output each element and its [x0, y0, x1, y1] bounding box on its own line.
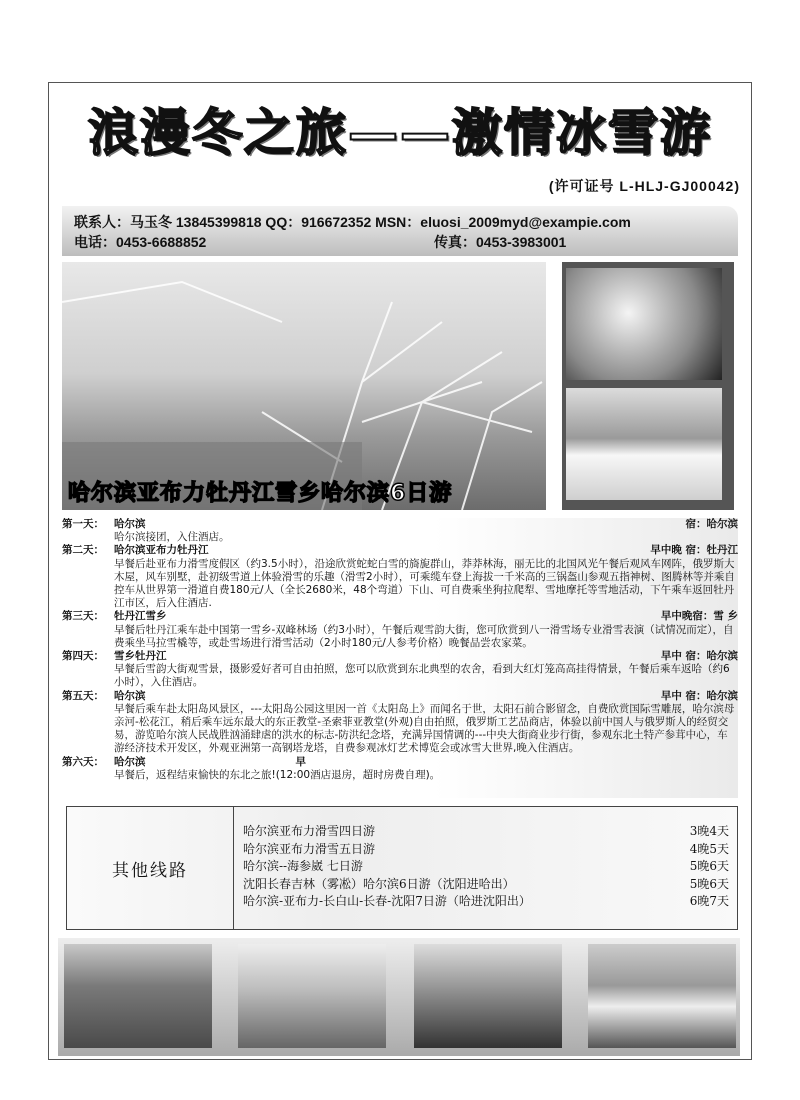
ice-sculpture-photo: [566, 268, 722, 380]
contact-row: 联系人：马玉冬 13845399818 QQ：916672352 MSN：eluosi_2009myd@exampie.com: [74, 214, 631, 230]
itinerary-day: 第一天： 哈尔滨 宿：哈尔滨 哈尔滨接团，入住酒店。: [62, 518, 738, 544]
other-routes-list: [243, 823, 729, 911]
frost-trees-illustration: [62, 262, 546, 510]
route-item: 哈尔滨亚布力滑雪五日游 4晚5天: [243, 841, 729, 856]
side-photos: [562, 262, 734, 510]
license-number: (许可证号 L-HLJ-GJ00042): [548, 178, 740, 194]
hotel-building-photo: [64, 944, 212, 1048]
contact-bar: [62, 206, 738, 256]
other-routes-box: [66, 806, 738, 930]
route-item: 哈尔滨-亚布力-长白山-长春-沈阳7日游（哈进沈阳出） 6晚7天: [243, 894, 729, 908]
itinerary-day: 第五天： 哈尔滨 早中 宿：哈尔滨 早餐后乘车赴太阳岛风景区，---太阳岛公园这里因一首《太阳岛上》而闻名于世，太阳石前合影留念，自费欣赏国际雪雕展，哈尔滨母亲河-松花江，稍后乘车远东最大的东正教堂-圣索菲亚教堂(外观)自由拍照，俄罗斯工艺品商店，体验以前中国人与俄罗斯人的经贸交易，游览哈尔滨人民战胜汹涌肆虐的洪水的标志-防洪纪念塔，充满异国情调的---中央大街商业步行街，参观东北土特产参茸中心，车游经济技术开发区，外观亚洲第一高钢塔龙塔，自费参观冰灯艺术博览会或冰雪大世界,晚入住酒店。: [62, 689, 738, 755]
river-city-photo: [588, 944, 736, 1048]
route-item: 沈阳长春吉林（雾凇）哈尔滨6日游（沈阳进哈出） 5晚6天: [243, 876, 729, 891]
itinerary-day: 第三天： 牡丹江雪乡 早中晚宿：雪 乡 早餐后牡丹江乘车赴中国第一雪乡-双峰林场（约3小时），午餐后观雪韵大街，您可欣赏到八一滑雪场专业滑雪表演（试情况而定），自费乘坐马拉雪橇等，或赴雪场进行滑雪活动（2小时180元/人参考价格）晚餐品尝农家菜。: [62, 610, 738, 649]
tour-banner: 哈尔滨亚布力牡丹江雪乡哈尔滨6日游: [68, 481, 453, 506]
fax-number: 传真：0453-3983001: [434, 234, 567, 250]
itinerary-day: 第四天： 雪乡牡丹江 早中 宿：哈尔滨 早餐后雪韵大街观雪景，摄影爱好者可自由拍照，您可以欣赏到东北典型的农舍，看到大红灯笼高高挂得情景，午餐后乘车返哈（约6小时），入住酒店。: [62, 650, 738, 689]
page-title: 浪漫冬之旅——激情冰雪游: [88, 103, 712, 162]
photo-strip: [58, 938, 740, 1056]
itinerary-day: 第六天： 哈尔滨 早 早餐后，返程结束愉快的东北之旅!(12:00酒店退房，超时房费自理)。: [62, 755, 441, 781]
divider: [233, 807, 234, 929]
street-photo: [414, 944, 562, 1048]
itinerary: [62, 518, 738, 798]
other-routes-label: 其他线路: [112, 860, 188, 881]
phone-number: 电话：0453-6688852: [74, 234, 207, 250]
main-photo-frost-trees: [62, 262, 546, 510]
route-item: 哈尔滨--海参崴 七日游 5晚6天: [243, 859, 729, 873]
snow-village-photo: [566, 388, 722, 500]
harbor-photo: [238, 944, 386, 1048]
route-item: 哈尔滨亚布力滑雪四日游 3晚4天: [243, 824, 729, 838]
itinerary-day: 第二天： 哈尔滨亚布力牡丹江 早中晚 宿：牡丹江 早餐后赴亚布力滑雪度假区（约3.5小时），沿途欣赏蛇蛇白雪的旖旎群山，莽莽林海，丽无比的北国风光午餐后观风车网阵，俄罗斯大木屋，风车别墅，赴初级雪道上体验滑雪的乐趣（滑雪2小时），可乘缆车登上海拔一千米高的三锅盔山参观五指神树、图腾林等并乘自控车从世界第一滑道自费180元/人（全长2680米，48个弯道）下山、可自费乘坐狗拉爬犁、雪地摩托等雪地活动，下午乘车返回牡丹江市区，后入住酒店.: [62, 544, 738, 610]
